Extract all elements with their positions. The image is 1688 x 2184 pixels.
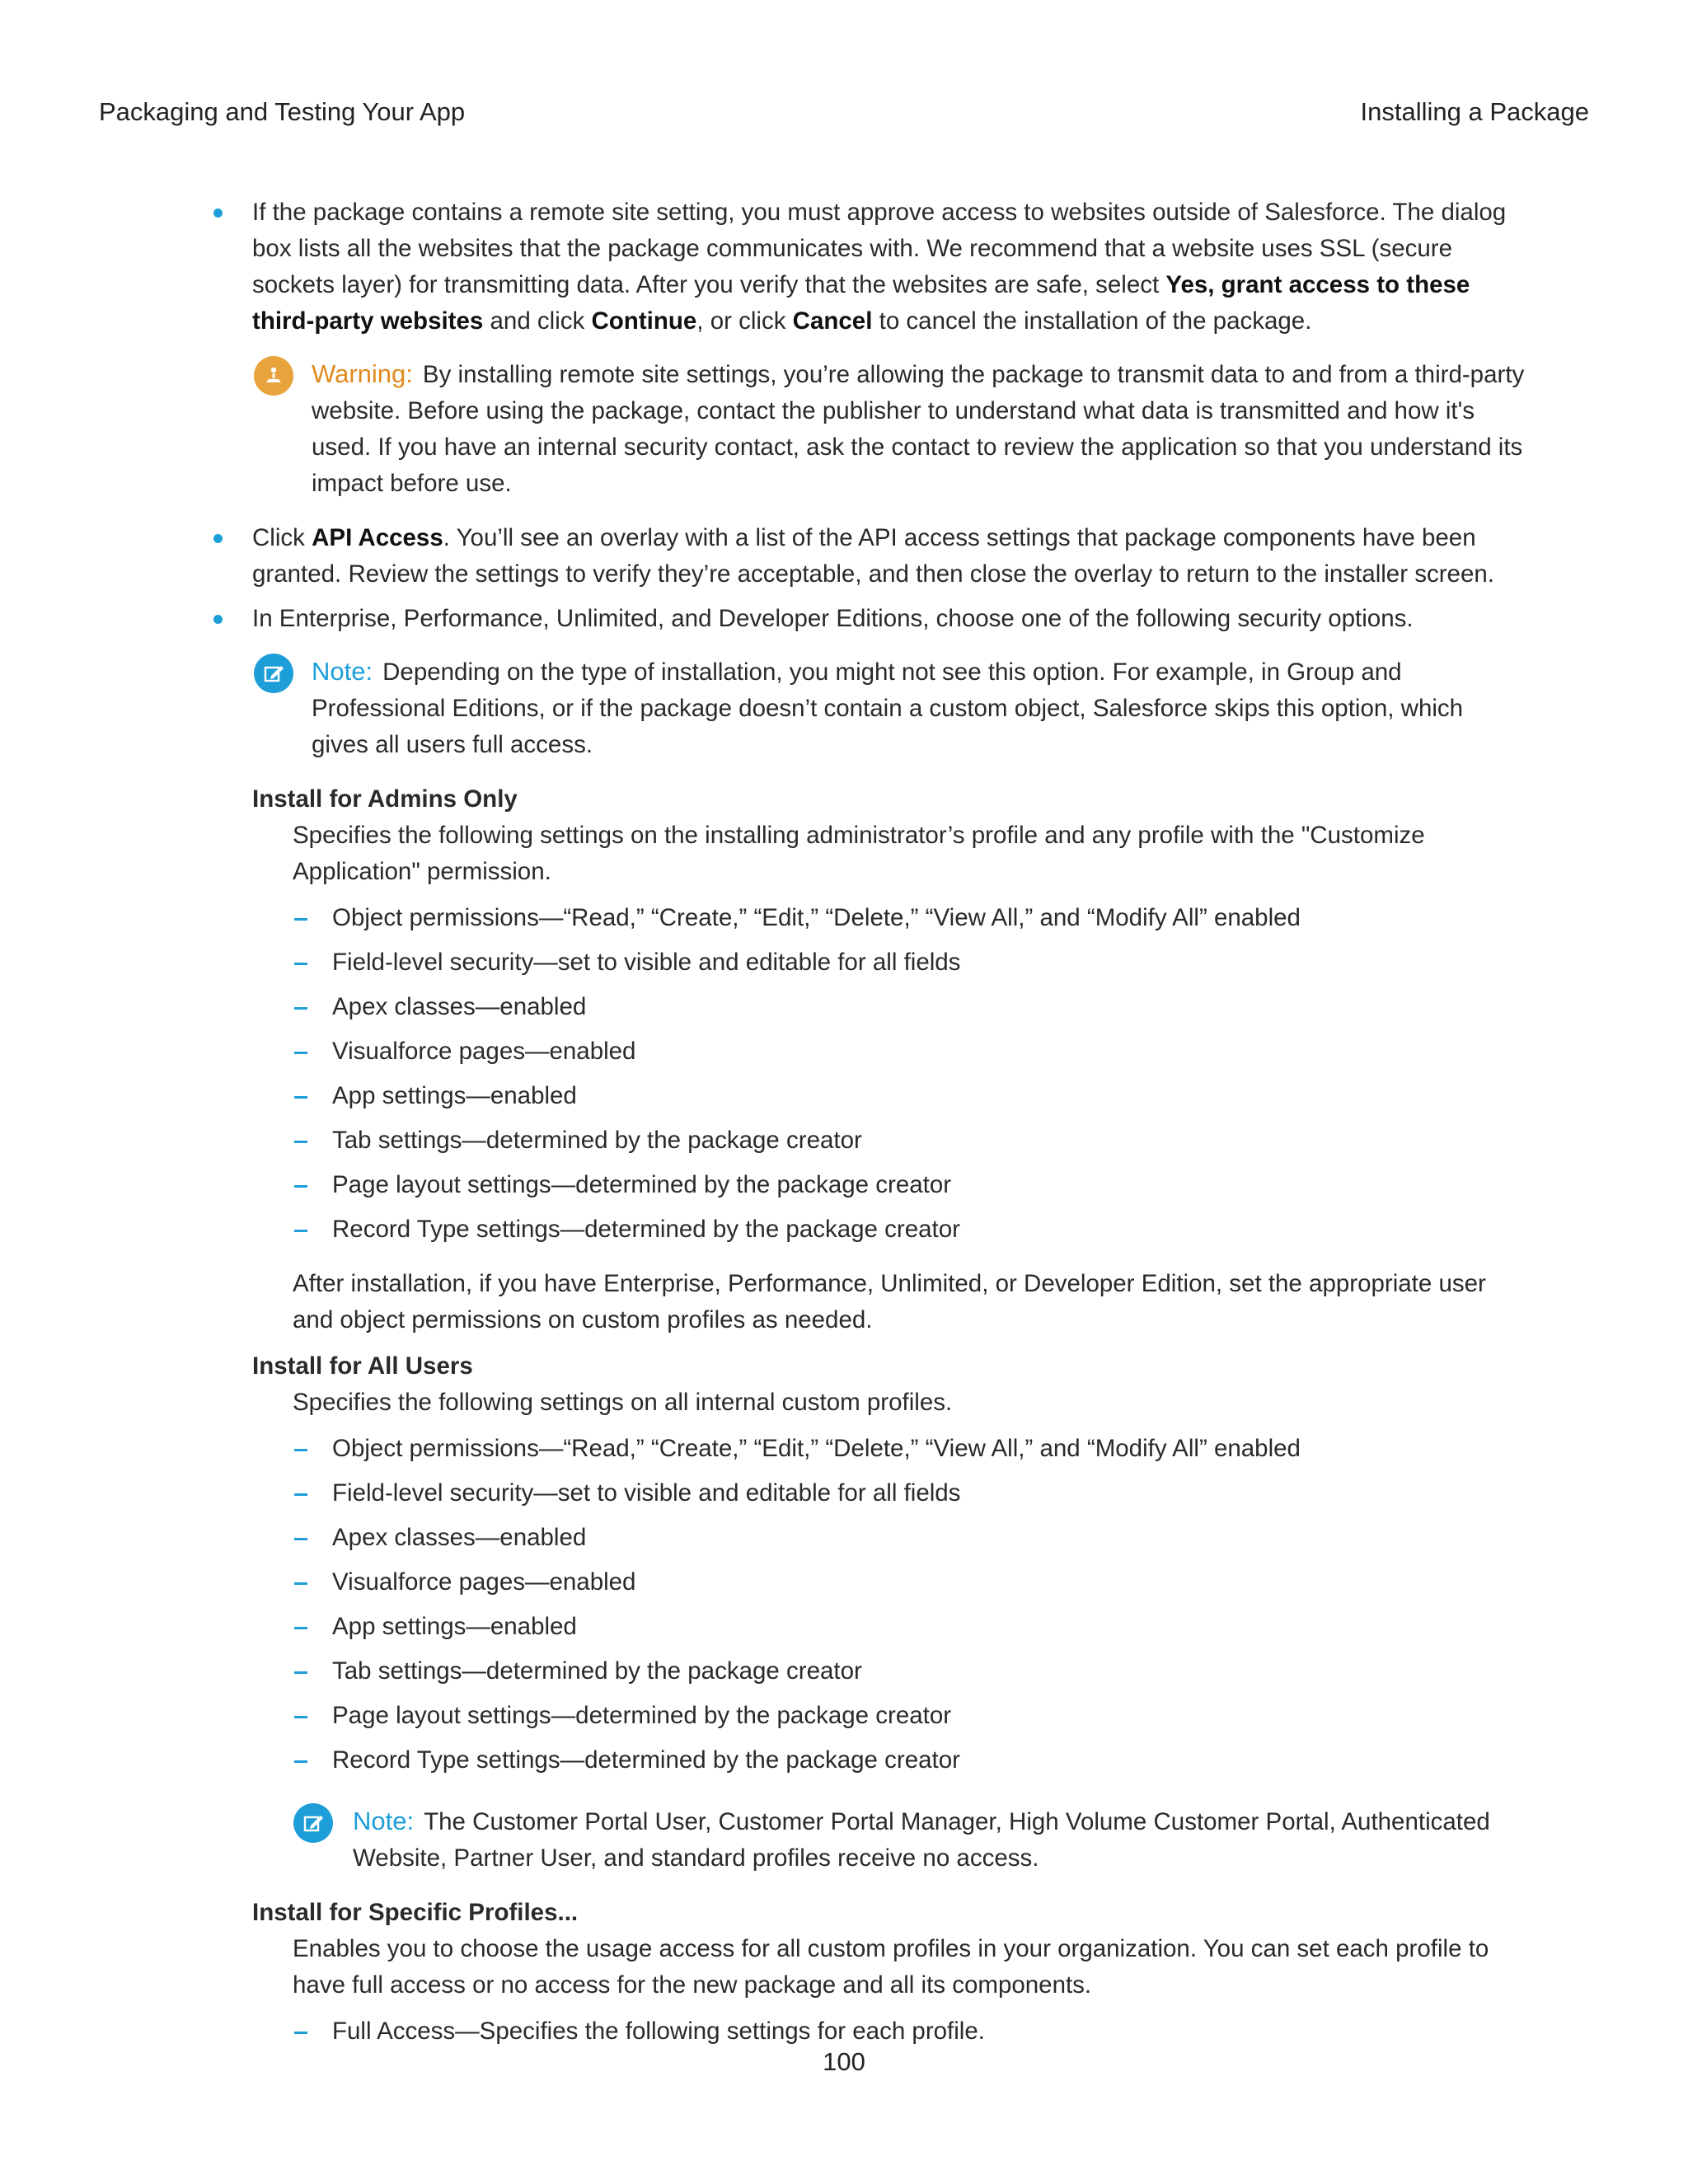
- running-header: [99, 97, 1589, 127]
- note-callout-profiles: [206, 1803, 1525, 1877]
- list-item: Field-level security—set to visible and editable for all fields: [293, 944, 1525, 989]
- note-callout: [206, 654, 1525, 763]
- bold-option-api-access: API Access: [312, 524, 443, 551]
- term-admins-only: Install for Admins Only: [252, 785, 518, 813]
- definition-specific-profiles: [293, 1931, 1525, 2058]
- bullet-text: . You’ll see an overlay with a list of the API access settings that package components have been granted. Review the settings to verify they’re acceptable, and then close the overlay to return to the installer screen.: [252, 524, 1494, 588]
- list-item: Visualforce pages—enabled: [293, 1564, 1525, 1609]
- list-item: Full Access—Specifies the following settings for each profile.: [293, 2013, 1525, 2058]
- bullet-security-options: [206, 601, 1525, 637]
- list-item: Apex classes—enabled: [293, 989, 1525, 1033]
- list-item: Page layout settings—determined by the package creator: [293, 1698, 1525, 1742]
- bullet-text: to cancel the installation of the package.: [872, 307, 1312, 335]
- bullet-remote-site: [206, 194, 1525, 340]
- list-item: App settings—enabled: [293, 1078, 1525, 1122]
- settings-list-all-users: [293, 1431, 1525, 1787]
- list-item: Tab settings—determined by the package creator: [293, 1122, 1525, 1167]
- header-chapter-title: Packaging and Testing Your App: [99, 97, 466, 126]
- note-label: Note:: [353, 1807, 415, 1835]
- list-item: Object permissions—“Read,” “Create,” “Edit,” “Delete,” “View All,” and “Modify All” enabled: [293, 900, 1525, 944]
- definition-admins-only: [293, 818, 1525, 1338]
- note-icon: [254, 654, 293, 693]
- bullet-text: Click: [252, 524, 312, 551]
- definition-intro: Enables you to choose the usage access for all custom profiles in your organization. You can set each profile to have full access or no access for the new package and all its components.: [293, 1935, 1489, 1999]
- warning-icon: [254, 356, 293, 396]
- list-item: Apex classes—enabled: [293, 1520, 1525, 1564]
- list-item: Record Type settings—determined by the package creator: [293, 1212, 1525, 1256]
- bullet-text: If the package contains a remote site setting, you must approve access to websites outside of Salesforce. The dialog box lists all the websites that the package communicates with. We recommend that a website uses SSL (secure sockets layer) for transmitting data. After you verify that the websites are safe, select: [252, 199, 1507, 298]
- definition-all-users: [293, 1385, 1525, 1787]
- bold-option-continue: Continue: [591, 307, 697, 335]
- note-icon: [293, 1803, 333, 1843]
- page-number: 100: [823, 2047, 865, 2076]
- settings-list-admins: [293, 900, 1525, 1256]
- definition-intro: Specifies the following settings on all internal custom profiles.: [293, 1389, 953, 1416]
- note-label: Note:: [312, 657, 373, 686]
- definition-after-note: After installation, if you have Enterprise, Performance, Unlimited, or Developer Edition, set the appropriate user and object permissions on custom profiles as needed.: [293, 1270, 1486, 1333]
- term-all-users: Install for All Users: [252, 1352, 473, 1380]
- bullet-text: , or click: [696, 307, 793, 335]
- note-text: The Customer Portal User, Customer Portal Manager, High Volume Customer Portal, Authenticated Website, Partner User, and standard profiles receive no access.: [353, 1808, 1490, 1872]
- list-item: Object permissions—“Read,” “Create,” “Edit,” “Delete,” “View All,” and “Modify All” enabled: [293, 1431, 1525, 1475]
- bold-option-grant-access: Yes, grant access to these third-party websites: [252, 271, 1470, 335]
- bold-option-cancel: Cancel: [792, 307, 873, 335]
- warning-callout: [206, 356, 1525, 502]
- warning-label: Warning:: [312, 359, 413, 388]
- bullet-text: and click: [483, 307, 592, 335]
- list-item: Tab settings—determined by the package creator: [293, 1653, 1525, 1698]
- definition-intro: Specifies the following settings on the installing administrator’s profile and any profile with the "Customize Application" permission.: [293, 822, 1425, 885]
- warning-text: By installing remote site settings, you’re allowing the package to transmit data to and from a third-party website. Before using the package, contact the publisher to understand what data is transmitted and how it's used. If you have an internal security contact, ask the contact to review the application so that you understand its impact before use.: [312, 361, 1525, 497]
- page-content: [206, 194, 1525, 2068]
- term-specific-profiles: Install for Specific Profiles...: [252, 1899, 579, 1926]
- bullet-text: In Enterprise, Performance, Unlimited, and Developer Editions, choose one of the following security options.: [252, 605, 1414, 632]
- list-item: Visualforce pages—enabled: [293, 1033, 1525, 1078]
- bullet-api-access: [206, 520, 1525, 593]
- list-item: Field-level security—set to visible and editable for all fields: [293, 1475, 1525, 1520]
- list-item: Record Type settings—determined by the package creator: [293, 1742, 1525, 1787]
- note-text: Depending on the type of installation, you might not see this option. For example, in Group and Professional Editions, or if the package doesn’t contain a custom object, Salesforce skips this option, which gives all users full access.: [312, 658, 1464, 758]
- list-item: App settings—enabled: [293, 1609, 1525, 1653]
- header-section-title: Installing a Package: [1360, 97, 1589, 126]
- list-item: Page layout settings—determined by the package creator: [293, 1167, 1525, 1212]
